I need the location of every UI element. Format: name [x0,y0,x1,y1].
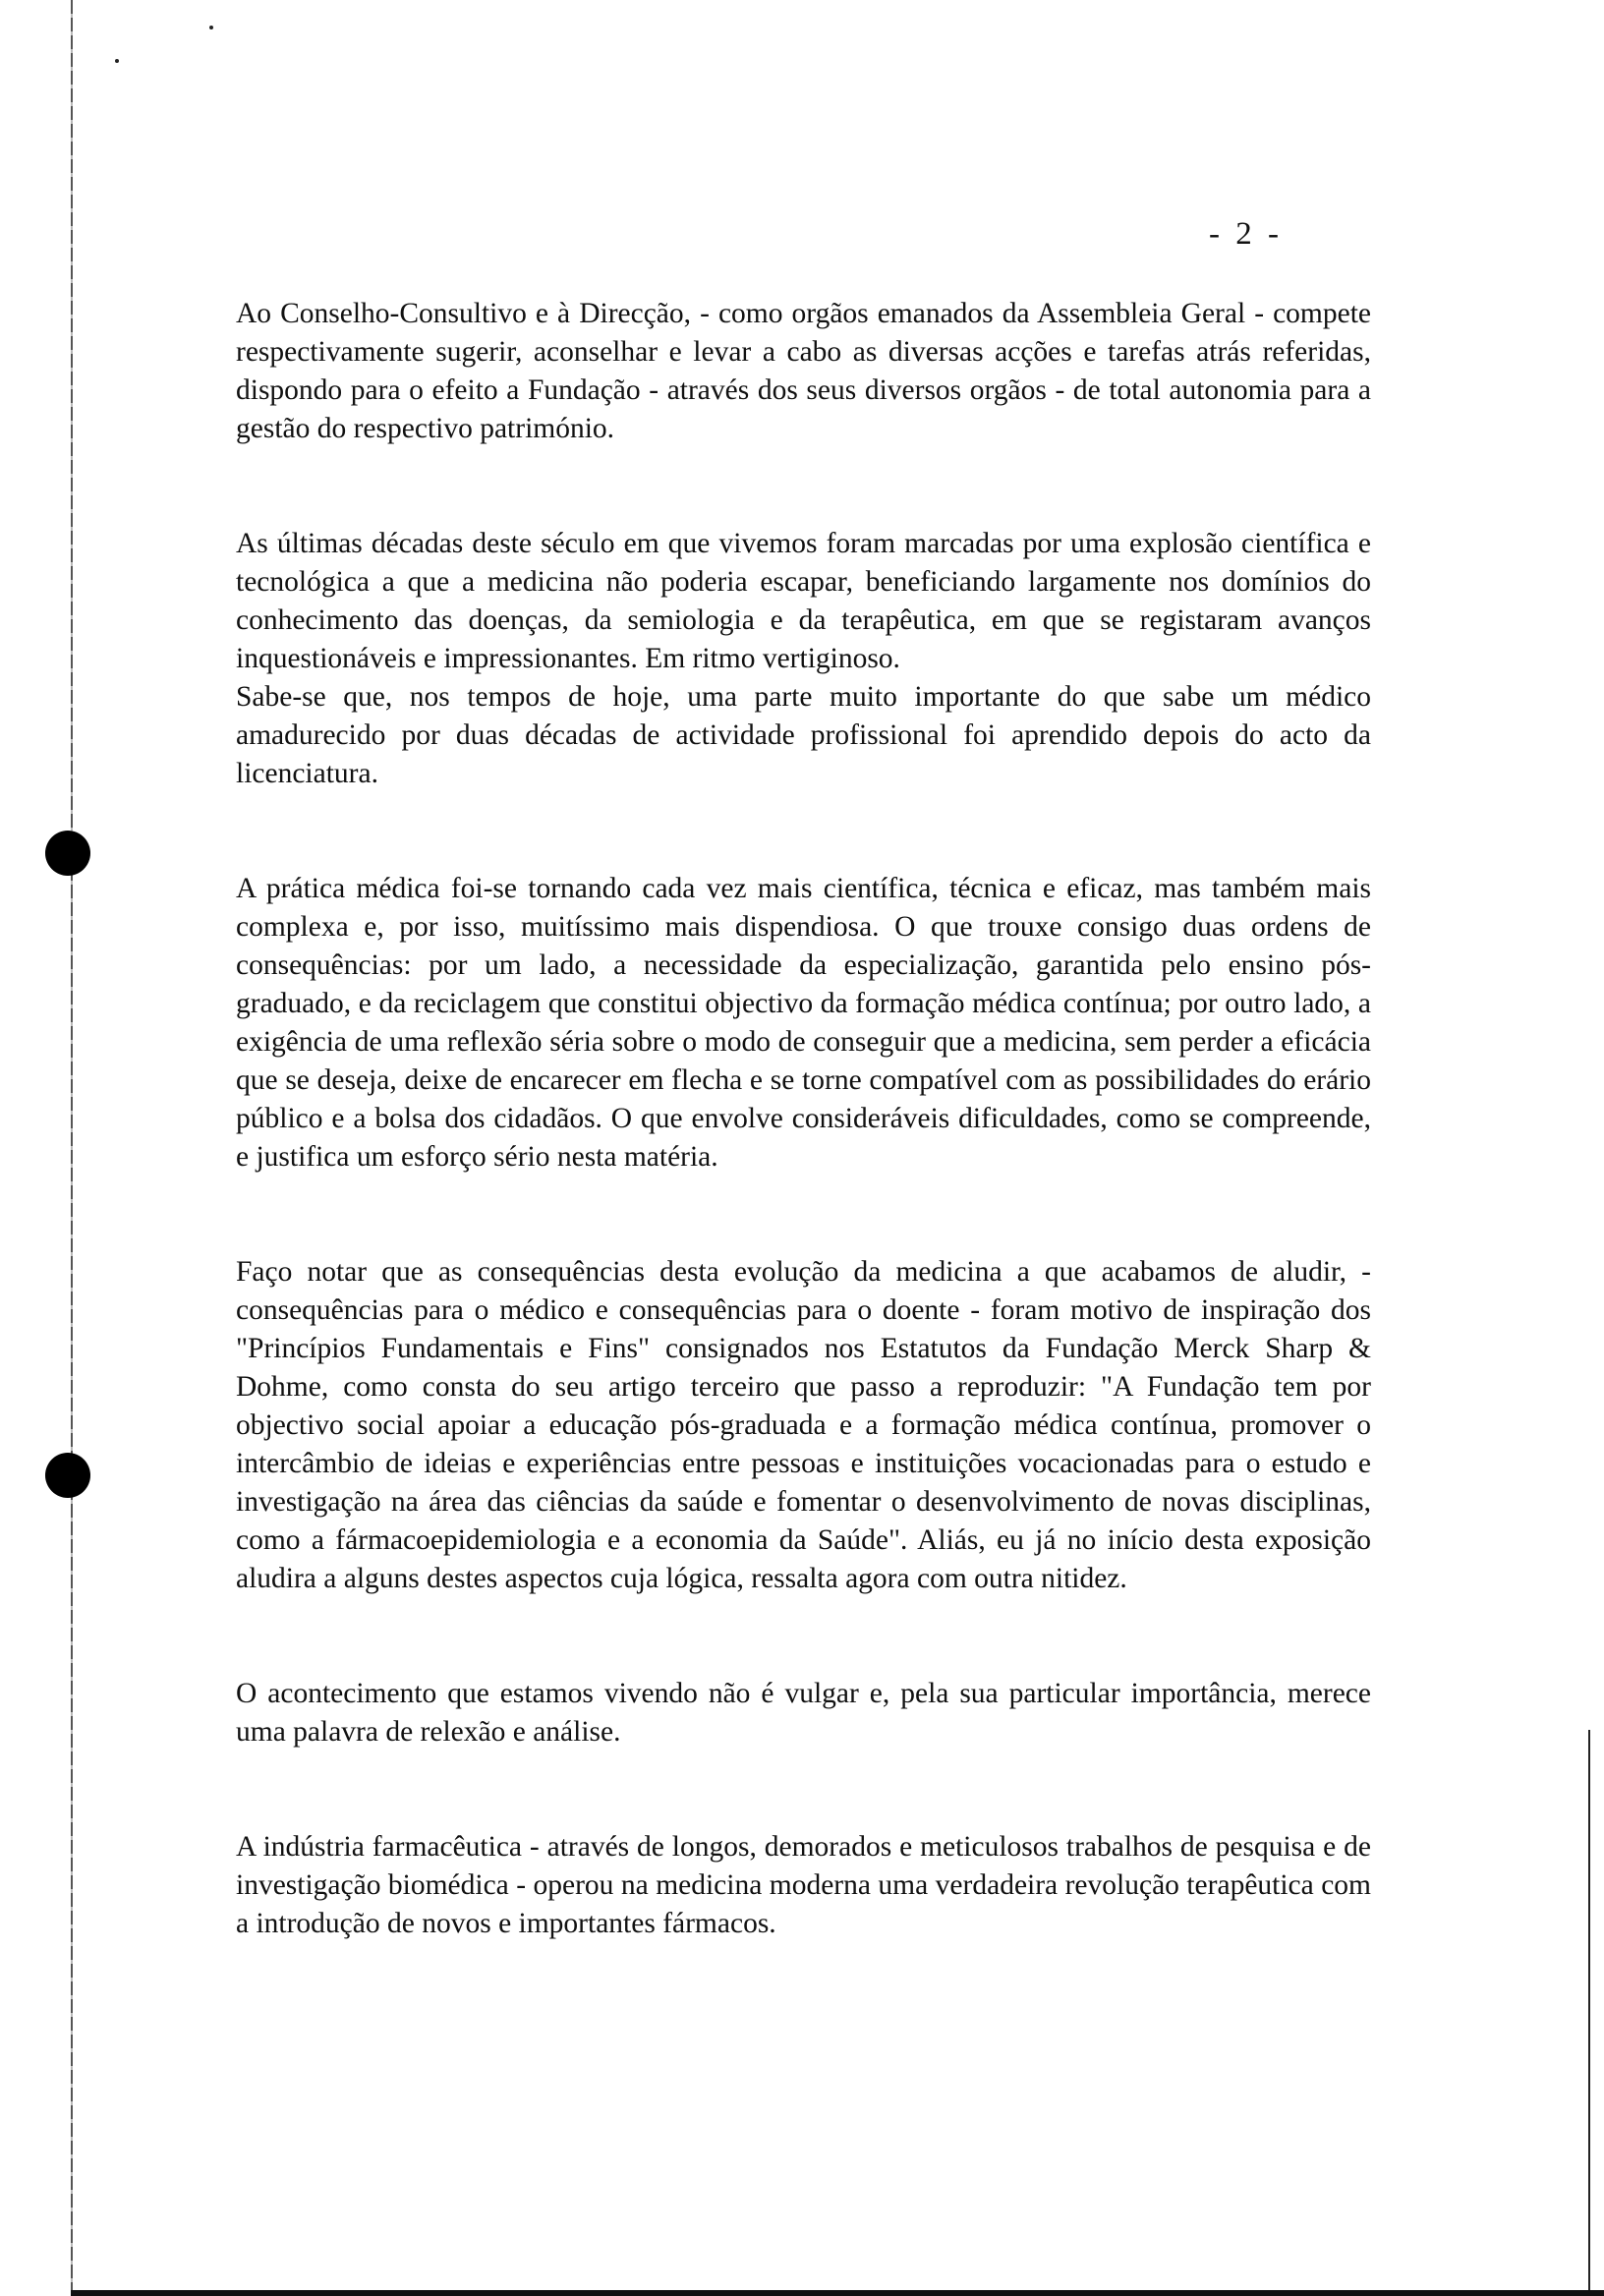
paragraph: Faço notar que as consequências desta evolução da medicina a que acabamos de aludir, - consequências para o médico e consequências para o doente - foram motivo de inspiração dos "Princípios Fundamentais e Fins" consignados nos Estatutos da Fundação Merck Sharp & Dohme, como consta do seu artigo terceiro que passo a reproduzir: "A Fundação tem por objectivo social apoiar a educação pós-graduada e a formação médica contínua, promover o intercâmbio de ideias e experiências entre pessoas e instituições vocacionadas para o estudo e investigação na área das ciências da saúde e fomentar o desenvolvimento de novas disciplinas, como a fármacoepidemiologia e a economia da Saúde". Aliás, eu já no início desta exposição aludira a alguns destes aspectos cuja lógica, ressalta agora com outra nitidez. [236,1256,1371,1594]
scan-bottom-edge [71,2290,1604,2296]
paragraph: A indústria farmacêutica - através de longos, demorados e meticulosos trabalhos de pesquisa e de investigação biomédica - operou na medicina moderna uma verdadeira revolução terapêutica com a introdução de novos e importantes fármacos. [236,1831,1371,1939]
paragraph: A prática médica foi-se tornando cada vez mais científica, técnica e eficaz, mas também mais complexa e, por isso, muitíssimo mais dispendiosa. O que trouxe consigo duas ordens de consequências: por um lado, a necessidade da especialização, garantida pelo ensino pós-graduado, e da reciclagem que constitui objectivo da formação médica contínua; por outro lado, a exigência de uma reflexão séria sobre o modo de conseguir que a medicina, sem perder a eficácia que se deseja, deixe de encarecer em flecha e se torne compatível com as possibilidades do erário público e a bolsa dos cidadãos. O que envolve consideráveis dificuldades, como se compreende, e justifica um esforço sério nesta matéria. [236,873,1371,1173]
page-number: - 2 - [1209,216,1283,252]
paragraph: Ao Conselho-Consultivo e à Direcção, - como orgãos emanados da Assembleia Geral - compete respectivamente sugerir, aconselhar e levar a cabo as diversas acções e tarefas atrás referidas, dispondo para o efeito a Fundação - através dos seus diversos orgãos - de total autonomia para a gestão do respectivo património. [236,298,1371,444]
paragraph: Sabe-se que, nos tempos de hoje, uma parte muito importante do que sabe um médico amadurecido por duas décadas de actividade profissional foi aprendido depois do acto da licenciatura. [236,681,1371,789]
scan-left-edge [71,0,73,2296]
scan-speck [209,26,213,29]
document-body [236,295,1371,1943]
scan-right-edge [1588,1730,1590,2296]
paragraph: O acontecimento que estamos vivendo não é vulgar e, pela sua particular importância, merece uma palavra de relexão e análise. [236,1678,1371,1748]
paragraph: As últimas décadas deste século em que vivemos foram marcadas por uma explosão científica e tecnológica a que a medicina não poderia escapar, beneficiando largamente nos domínios do conhecimento das doenças, da semiologia e da terapêutica, em que se registaram avanços inquestionáveis e impressionantes. Em ritmo vertiginoso. [236,528,1371,674]
punch-hole-icon [45,831,90,876]
punch-hole-icon [45,1453,90,1498]
scan-speck [115,59,119,63]
